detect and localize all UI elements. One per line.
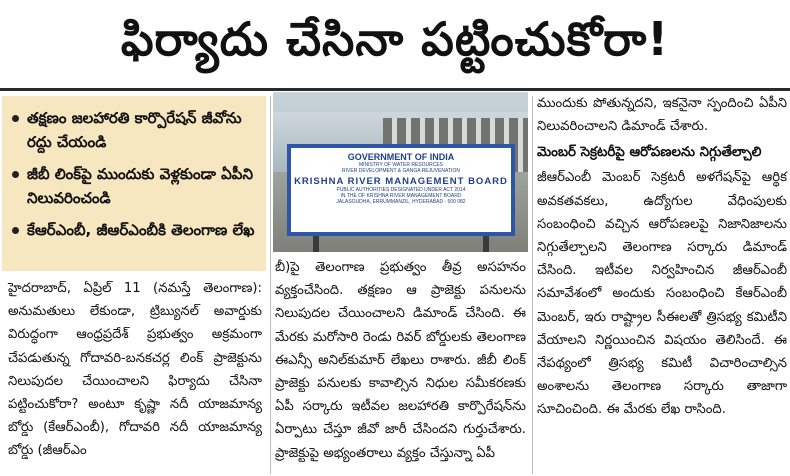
highlight-text: జీబీ లింక్‌పై ముందుకు వెళ్లకుండా ఏపీని నిలువరించండి [27, 165, 253, 207]
headline: ఫిర్యాదు చేసినా పట్టించుకోరా! [120, 12, 670, 66]
right-body-text-1: ముందుకు పోతున్నదని, ఇకనైనా స్పందించి ఏపీని నిలువరించాలని డిమాండ్ చేశారు. [537, 96, 787, 135]
sign-detail-line-2: IN THE OF KRISHNA RIVER MANAGEMENT BOARD [340, 193, 462, 199]
sign-address-line: JALASOUDHA, ERRUMMANZIL, HYDERABAD - 500 082 [336, 199, 466, 205]
middle-body-text: బీ)పై తెలంగాణ ప్రభుత్వం తీవ్ర అసహనం వ్యక్తంచేసింది. తక్షణం ఆ ప్రాజెక్టు పనులను నిలుపుదల చేయించాలని డిమాండ్ చేసింది. ఈ మేరకు మరోసారి రెండు రివర్ బోర్డులకు తెలంగాణ ఈఎన్సీ అనిల్‌కుమార్ లేఖలు రాశారు. జీబీ లింక్ ప్రాజెక్టు పనులకు కావాల్సిన నిధుల సమీకరణకు ఏపీ సర్కారు ఇటీవల జలహారతి కార్పొరేషన్‌ను ఏర్పాటు చేస్తూ జీవో జారీ చేసిందని గుర్తుచేశారు. ప్రాజెక్టుపై అభ్యంతరాలు వ్యక్తం చేస్తున్నా ఏపీ [275, 260, 526, 461]
middle-column [273, 92, 528, 465]
bullet-icon [12, 115, 19, 122]
highlight-item [10, 162, 258, 210]
highlight-item [10, 218, 258, 242]
highlight-text: కేఆర్ఎంబీ, జీఆర్ఎంబీకి తెలంగాణ లేఖ [27, 221, 255, 239]
sign-ministry-line-2: RIVER DEVELOPMENT & GANGA REJUVENATION [342, 168, 460, 174]
section-subheading: మెంబర్ సెక్రటరీపై ఆరోపణలను నిగ్గుతేల్చాలి [537, 145, 762, 161]
sign-ministry-line: MINISTRY OF WATER RESOURCES [359, 162, 443, 168]
right-body-text-2: జీఆర్ఎంబీ మెంబర్ సెక్రటరీ అళగేషన్‌పై ఆర్థిక అవకతవకలు, ఉద్యోగుల వేధింపులకు సంబంధించి వచ్చిన ఆరోపణలపై నిజానిజాలను నిగ్గుతేల్చాలని తెలంగాణ సర్కారు డిమాండ్ చేసింది. ఇటీవల నిర్వహించిన జీఆర్ఎంబీ సమావేశంలో అందుకు సంబంధించి కేఆర్ఎంబీ మెంబర్, ఇరు రాష్ట్రాల సీఈలతో త్రిసభ్య కమిటీని వేయాలని నిర్ణయించిన విషయం తెలిసిందే. ఈ నేపథ్యంలో త్రిసభ్య కమిటీ విచారించాల్సిన అంశాలను తెలంగాణ సర్కారు తాజాగా సూచించింది. ఈ మేరకు లేఖ రాసింది. [537, 170, 787, 418]
bullet-icon [12, 227, 19, 234]
krmb-board-photo [273, 92, 528, 252]
highlight-text: తక్షణం జలహారతి కార్పొరేషన్ జీవోను రద్దు చేయండి [27, 109, 242, 151]
sign-post [313, 236, 319, 252]
krmb-signboard [287, 144, 515, 236]
sign-post [483, 236, 489, 252]
headline-rule [0, 88, 790, 91]
left-body-text: హైదరాబాద్, ఏప్రిల్ 11 (నమస్తే తెలంగాణ): అనుమతులు లేకుండా, ట్రిబ్యునల్ అవార్డుకు విరుద్ధంగా ఆంధ్రప్రదేశ్ ప్రభుత్వం అక్రమంగా చేపడుతున్న గోదావరి-బనకచర్ల లింక్ ప్రాజెక్టును నిలుపుదల చేయించాలని ఫిర్యాదు చేసినా పట్టించుకోరా? అంటూ కృష్ణా నదీ యాజమాన్య బోర్డు (కేఆర్ఎంబీ), గోదావరి నదీ యాజమాన్య బోర్డు (జీఆర్ఎం [8, 281, 262, 459]
right-column [537, 92, 787, 422]
highlight-item [10, 106, 258, 154]
column-divider [532, 96, 533, 474]
left-column [0, 92, 268, 463]
highlights-box [2, 96, 266, 271]
bullet-icon [12, 171, 19, 178]
sign-detail-line: PUBLIC AUTHORITIES DESIGNATED UNDER ACT 2014 [336, 187, 466, 193]
sign-board-name: KRISHNA RIVER MANAGEMENT BOARD [294, 176, 508, 187]
column-divider [270, 96, 271, 474]
sign-govt-line: GOVERNMENT OF INDIA [347, 152, 455, 162]
